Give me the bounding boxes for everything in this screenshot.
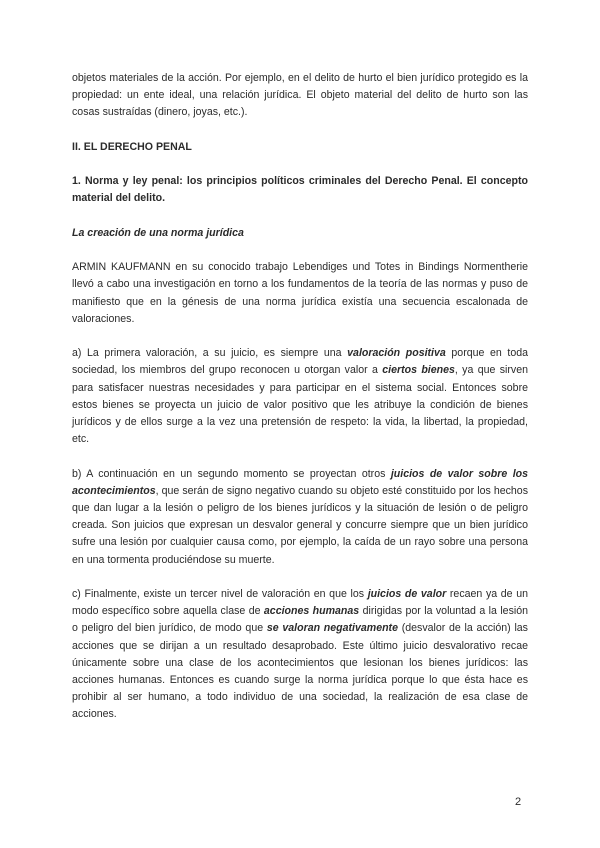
emphasis-juicios-acontecimientos: juicios de valor sobre los acontecimientos	[72, 467, 528, 497]
paragraph-b	[72, 466, 528, 569]
paragraph-c	[72, 586, 528, 724]
text-run: , que serán de signo negativo cuando su objeto esté constituido por los hechos que dan lugar a la lesión o peligro de los bienes jurídicos y la situación de lesión o de peligro creada. Son juicios que expresan un desvalor general y concurre siempre que un bien jurídico sufre una lesión por cualquier causa como, por ejemplo, la caída de un rayo sobre una persona en una tormenta produciéndose su muerte.	[72, 484, 528, 566]
paragraph-kaufmann: ARMIN KAUFMANN en su conocido trabajo Lebendiges und Totes in Bindings Normentherie llevó a cabo una investigación en torno a los fundamentos de la teoría de las normas y puso de manifiesto que en la génesis de una norma jurídica existía una secuencia escalonada de valoraciones.	[72, 261, 528, 325]
text-run: porque en toda sociedad, los miembros del grupo reconocen u otorgan valor a	[72, 347, 529, 377]
text-run: dirigidas por la voluntad a la lesión o peligro del bien jurídico, de modo que	[72, 605, 529, 635]
document-body	[72, 70, 528, 724]
subsection-title: 1. Norma y ley penal: los principios políticos criminales del Derecho Penal. El concepto material del delito.	[72, 175, 528, 205]
section-title: II. EL DERECHO PENAL	[72, 140, 192, 153]
text-run: b) A continuación en un segundo momento se proyectan otros	[72, 467, 391, 480]
intro-paragraph: objetos materiales de la acción. Por ejemplo, en el delito de hurto el bien jurídico protegido es la propiedad: un ente ideal, una relación jurídica. El objeto material del delito de hurto son las cosas sustraídas (dinero, joyas, etc.).	[72, 72, 528, 119]
page-number: 2	[515, 796, 522, 808]
paragraph-a	[72, 345, 528, 448]
text-run: a) La primera valoración, a su juicio, es siempre una	[72, 347, 348, 360]
emphasis-juicios-de-valor: juicios de valor	[367, 587, 447, 600]
text-run: c) Finalmente, existe un tercer nivel de valoración en que los	[72, 587, 368, 600]
text-run: (desvalor de la acción) las acciones que se dirijan a un resultado desaprobado. Este último juicio desvalorativo recae únicamente sobre una clase de los acontecimientos que lesionan los bienes jurídicos: las acciones humanas. Entonces es cuando surge la norma jurídica porque lo que ésta hace es prohibir al ser humano, a todo individuo de una sociedad, la realización de esa clase de acciones.	[72, 622, 528, 721]
subheading: La creación de una norma jurídica	[72, 226, 244, 239]
emphasis-valoracion-positiva: valoración positiva	[347, 347, 446, 360]
text-run: recaen ya de un modo específico sobre aquella clase de	[72, 587, 528, 618]
emphasis-ciertos-bienes: ciertos bienes	[382, 364, 455, 377]
emphasis-acciones-humanas: acciones humanas	[263, 605, 360, 618]
text-run: , ya que sirven para satisfacer nuestras necesidades y para participar en el sistema social. Entonces sobre estos bienes se proyecta un juicio de valor positivo que les atribuye la condición de bienes jurídicos y de ellos surge a la vez una pretensión de respeto: la vida, la libertad, la propiedad, etc.	[72, 364, 528, 446]
emphasis-se-valoran-negativamente: se valoran negativamente	[266, 622, 398, 635]
